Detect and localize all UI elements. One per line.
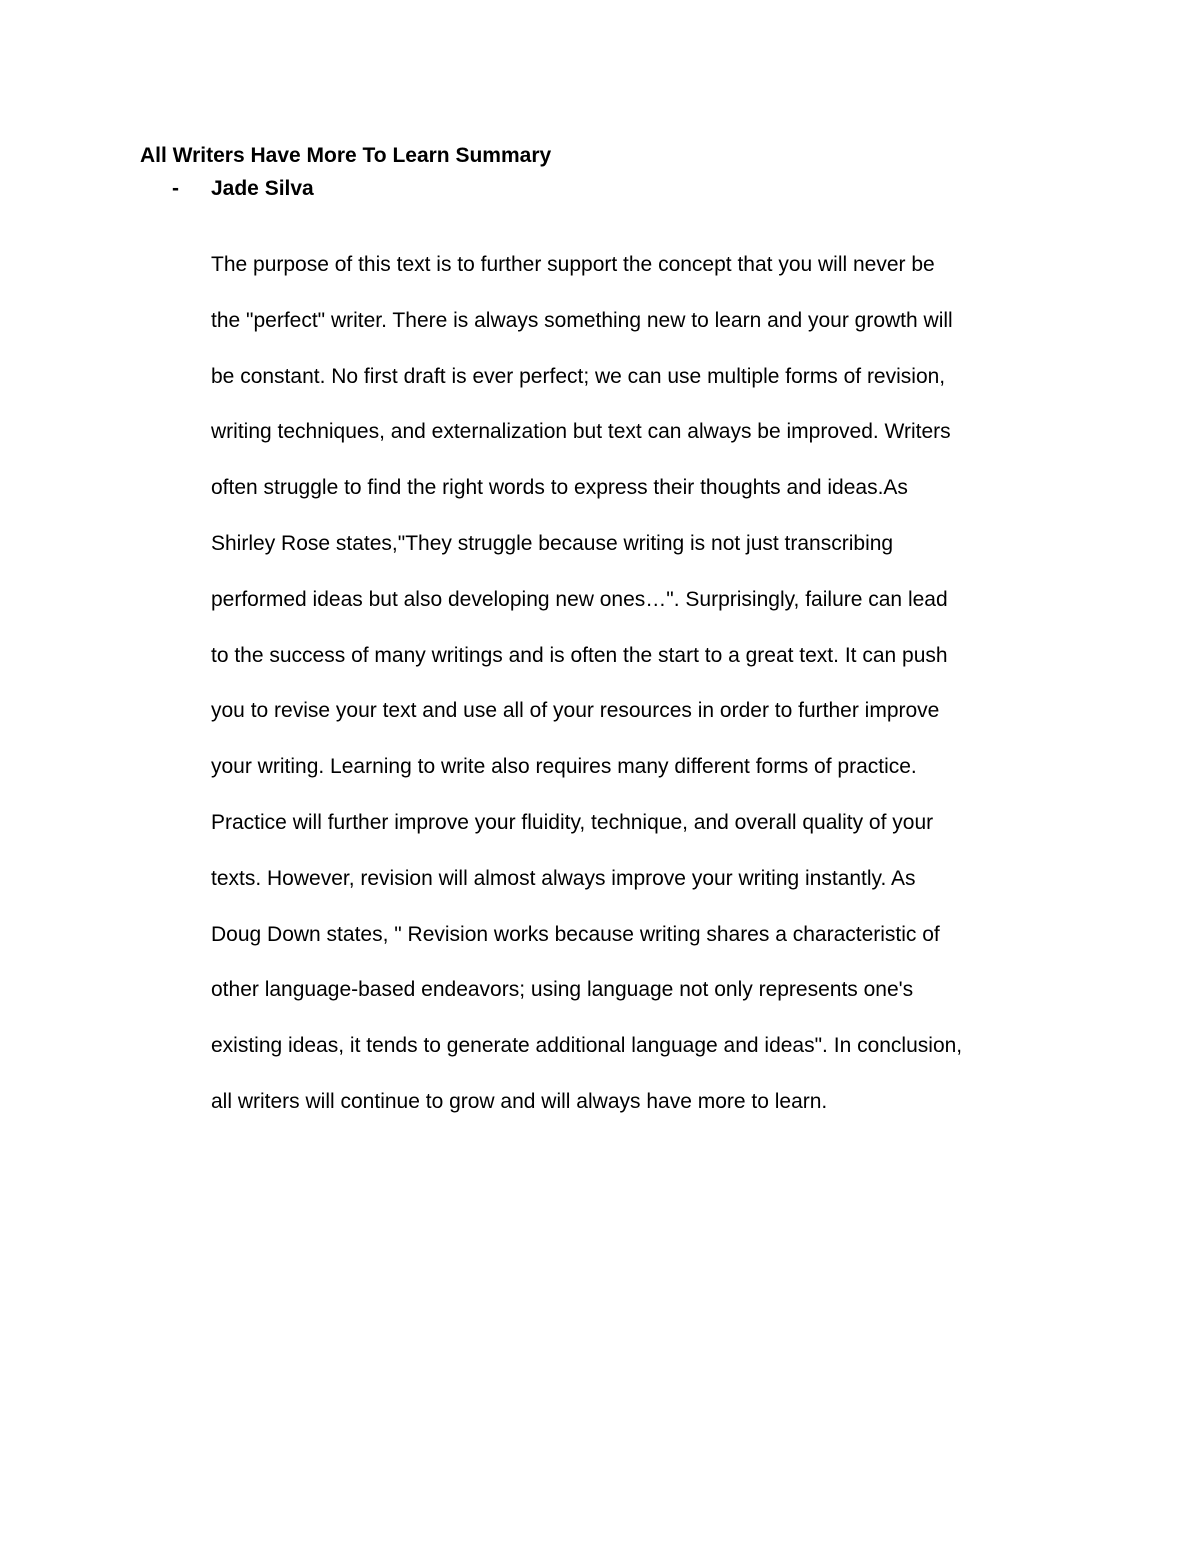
paragraph-line: be constant. No first draft is ever perfect; we can use multiple forms of revision, <box>211 364 946 388</box>
paragraph-line: texts. However, revision will almost always improve your writing instantly. As <box>211 866 916 890</box>
paragraph-line: Doug Down states, " Revision works because writing shares a characteristic of <box>211 922 940 946</box>
paragraph-line: all writers will continue to grow and will always have more to learn. <box>211 1089 828 1113</box>
author-name: Jade Silva <box>211 177 314 200</box>
author-bullet: - <box>172 177 179 200</box>
paragraph-line: performed ideas but also developing new ones…". Surprisingly, failure can lead <box>211 587 948 611</box>
paragraph-line: other language-based endeavors; using language not only represents one's <box>211 978 914 1002</box>
paragraph-line: you to revise your text and use all of your resources in order to further improve <box>211 699 940 723</box>
paragraph-line: Practice will further improve your fluidity, technique, and overall quality of your <box>211 810 934 834</box>
paragraph-line: to the success of many writings and is often the start to a great text. It can push <box>211 643 948 667</box>
paragraph-line: Shirley Rose states,"They struggle because writing is not just transcribing <box>211 531 894 555</box>
document-title: All Writers Have More To Learn Summary <box>140 144 552 167</box>
summary-paragraph <box>211 237 1111 1130</box>
paragraph-line: The purpose of this text is to further support the concept that you will never be <box>211 253 935 276</box>
paragraph-line: writing techniques, and externalization but text can always be improved. Writers <box>211 420 951 444</box>
paragraph-line: existing ideas, it tends to generate additional language and ideas". In conclusion, <box>211 1034 963 1058</box>
paragraph-line: your writing. Learning to write also requires many different forms of practice. <box>211 755 917 779</box>
paragraph-line: the "perfect" writer. There is always something new to learn and your growth will <box>211 308 953 332</box>
paragraph-line: often struggle to find the right words to express their thoughts and ideas.As <box>211 476 908 500</box>
